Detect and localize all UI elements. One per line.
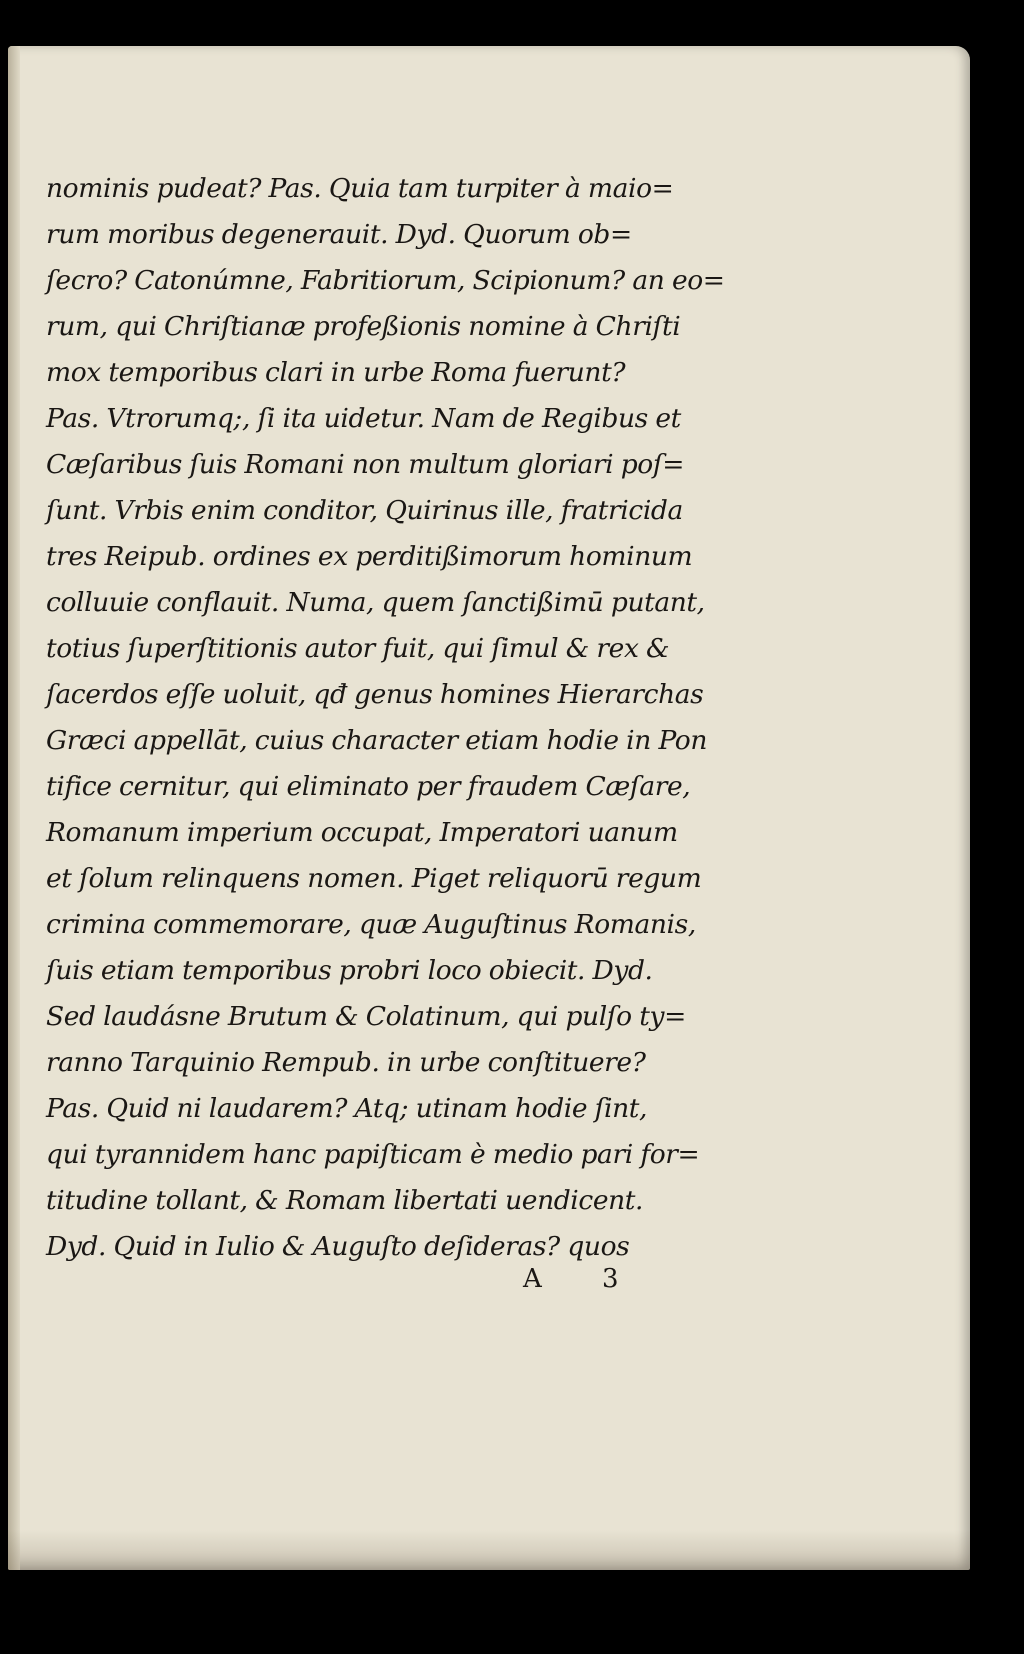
text-line: ſacerdos eſſe uoluit, qđ genus homines Hierarchas <box>46 679 704 710</box>
text-line: ſecro? Catonúmne, Fabritiorum, Scipionum? an eo= <box>46 265 725 296</box>
text-line: et ſolum relinquens nomen. Piget reliquorū regum <box>46 863 702 894</box>
text-line: qui tyrannidem hanc papiſticam è medio pari for= <box>46 1139 700 1170</box>
text-line: Pas. Quid ni laudarem? Atq; utinam hodie ſint, <box>46 1093 648 1124</box>
page-binding-edge <box>8 46 20 1570</box>
text-line: Dyd. Quid in Iulio & Auguſto deſideras? quos <box>46 1231 630 1262</box>
text-line: Pas. Vtrorumq;, ſi ita uidetur. Nam de Regibus et <box>46 403 681 434</box>
text-line: nominis pudeat? Pas. Quia tam turpiter à maio= <box>46 173 674 204</box>
signature-mark: A 3 <box>523 1264 645 1294</box>
text-line: ſuis etiam temporibus probri loco obiecit. Dyd. <box>46 955 653 986</box>
body-text <box>46 166 746 1270</box>
text-line: Romanum imperium occupat, Imperatori uanum <box>46 817 678 848</box>
text-line: ſunt. Vrbis enim conditor, Quirinus ille, fratricida <box>46 495 683 526</box>
text-line: Græci appellāt, cuius character etiam hodie in Pon <box>46 725 708 756</box>
text-line: tres Reipub. ordines ex perditißimorum hominum <box>46 541 693 572</box>
text-line: rum moribus degenerauit. Dyd. Quorum ob= <box>46 219 632 250</box>
text-line: tifice cernitur, qui eliminato per fraudem Cæſare, <box>46 771 691 802</box>
text-line: crimina commemorare, quæ Auguſtinus Romanis, <box>46 909 696 940</box>
text-line: colluuie conflauit. Numa, quem ſanctißimū putant, <box>46 587 705 618</box>
text-line: totius ſuperſtitionis autor fuit, qui ſimul & rex & <box>46 633 670 664</box>
book-page <box>8 46 970 1570</box>
text-line: mox temporibus clari in urbe Roma fuerunt? <box>46 357 626 388</box>
text-line: Cæſaribus ſuis Romani non multum gloriari poſ= <box>46 449 685 480</box>
text-line: ranno Tarquinio Rempub. in urbe conſtituere? <box>46 1047 646 1078</box>
text-line: Sed laudásne Brutum & Colatinum, qui pulſo ty= <box>46 1001 686 1032</box>
page-bottom-shadow <box>8 1530 970 1570</box>
text-line: rum, qui Chriſtianæ profeßionis nomine à Chriſti <box>46 311 681 342</box>
text-line: titudine tollant, & Romam libertati uendicent. <box>46 1185 644 1216</box>
